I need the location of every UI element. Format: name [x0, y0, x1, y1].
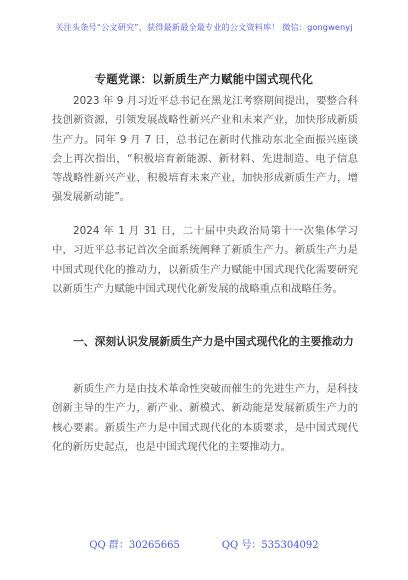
- paragraph-text: 新质生产力是由技术革命性突破而催生的先进生产力，是科技创新主导的生产力，新产业、新模式、新动能是发展新质生产力的核心要素。新质生产力是中国式现代化的本质要求，是中国式现代化的新历史起点，也是中国式现代化的主要推动力。: [52, 383, 358, 453]
- paragraph-text: 2024 年 1 月 31 日，二十届中央政治局第十一次集体学习中，习近平总书记首次全面系统阐释了新质生产力。新质生产力是中国式现代化的推动力，以新质生产力赋能中国式现代化需要研究以新质生产力赋能中国式现代化新发展的战略重点和战略任务。: [52, 225, 358, 295]
- section-heading: [52, 331, 358, 353]
- qq-group-text: QQ 群：30265665: [89, 540, 180, 551]
- paragraph: [52, 92, 358, 208]
- header-banner: 关注头条号“公文研究”，获得最新最全最专业的公文资料库！ 微信：gongwenyj: [55, 22, 353, 32]
- paragraph: [52, 380, 358, 457]
- document-title: 专题党课：以新质生产力赋能中国式现代化: [94, 73, 314, 86]
- paragraph-text: 2023 年 9 月习近平总书记在黑龙江考察期间提出，要整合科技创新资源，引领发展战略性新兴产业和未来产业，加快形成新质生产力。同年 9 月 7 日，总书记在新时代推动东北全面振兴座谈会上再次指出，“积极培育新能源、新材料、先进制造、电子信息等战略性新兴产业，积极培育未来产业，加快形成新质生产力，增强发展新动能”。: [52, 95, 358, 204]
- qq-number-text: QQ 号：535304092: [221, 540, 319, 551]
- footer-contact: [0, 536, 408, 551]
- paragraph: [52, 222, 358, 299]
- section-heading-text: 一、深刻认识发展新质生产力是中国式现代化的主要推动力: [73, 335, 354, 348]
